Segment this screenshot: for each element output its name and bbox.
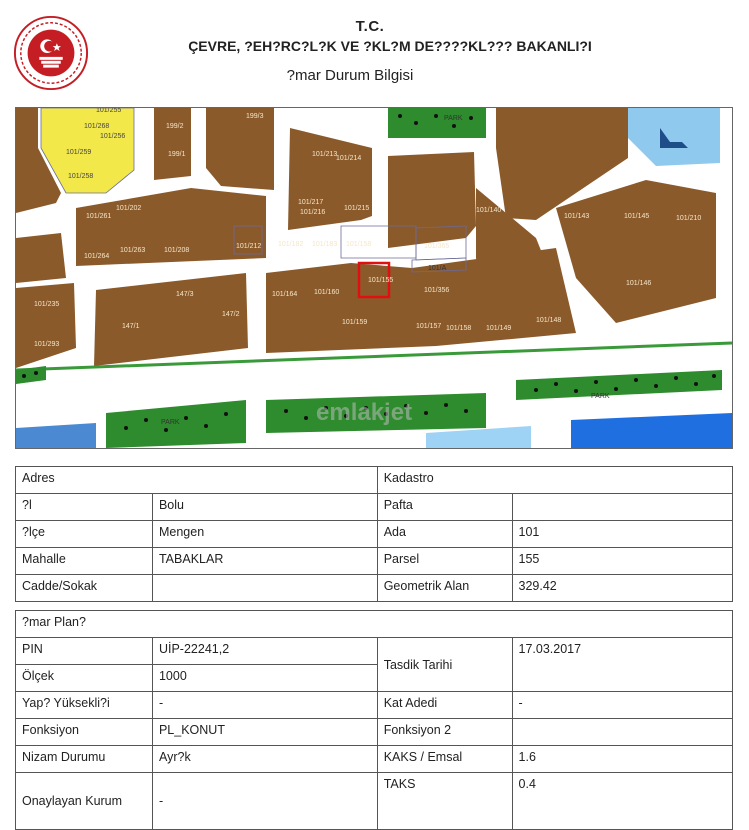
fonksiyon-label: Fonksiyon bbox=[16, 719, 153, 746]
il-label: ?l bbox=[16, 494, 153, 521]
kaks-label: KAKS / Emsal bbox=[377, 746, 512, 773]
map-label: 101/216 bbox=[300, 209, 326, 216]
map-label: 101/263 bbox=[120, 247, 146, 254]
table-row bbox=[16, 638, 733, 665]
parsel-label: Parsel bbox=[377, 548, 512, 575]
onaylayan-value: - bbox=[152, 773, 377, 830]
parcel bbox=[388, 152, 476, 248]
kat-label: Kat Adedi bbox=[377, 692, 512, 719]
map-label: 199/2 bbox=[166, 123, 184, 130]
map-label: 101/293 bbox=[34, 341, 60, 348]
cadde-label: Cadde/Sokak bbox=[16, 575, 153, 602]
table-row bbox=[16, 692, 733, 719]
map-label: 101/157 bbox=[416, 323, 442, 330]
title-line-2: ÇEVRE, ?EH?RC?L?K VE ?KL?M DE????KL??? BAKANLI?I bbox=[188, 38, 592, 54]
map-label: 101/158 bbox=[346, 241, 372, 248]
watermark: emlakjet bbox=[316, 399, 413, 426]
map-label: 101/159 bbox=[342, 319, 368, 326]
ilce-label: ?lçe bbox=[16, 521, 153, 548]
map-label: 101/268 bbox=[84, 123, 110, 130]
onaylayan-label: Onaylayan Kurum bbox=[16, 773, 153, 830]
table-row bbox=[16, 773, 733, 830]
map-label: 101/212 bbox=[236, 243, 262, 250]
nizam-value: Ayr?k bbox=[152, 746, 377, 773]
map-label: 101/235 bbox=[34, 301, 60, 308]
tasdik-value: 17.03.2017 bbox=[512, 638, 732, 692]
ada-label: Ada bbox=[377, 521, 512, 548]
table-row bbox=[16, 494, 733, 521]
map-label: 101/214 bbox=[336, 155, 362, 162]
map-label: 199/1 bbox=[168, 151, 186, 158]
parcel bbox=[206, 108, 274, 190]
ada-value: 101 bbox=[512, 521, 732, 548]
map-label: 101/215 bbox=[344, 205, 370, 212]
page-header bbox=[0, 0, 749, 100]
map-label: 101/365 bbox=[424, 243, 450, 250]
map-label: 101/146 bbox=[626, 280, 652, 287]
map-label: 101/213 bbox=[312, 151, 338, 158]
map-label: 101/140 bbox=[476, 207, 502, 214]
table-row bbox=[16, 575, 733, 602]
plan-header: ?mar Plan? bbox=[16, 611, 733, 638]
ministry-logo bbox=[12, 14, 90, 92]
map-label: 101/208 bbox=[164, 247, 190, 254]
map-label: 101/264 bbox=[84, 253, 110, 260]
taks-value: 0.4 bbox=[512, 773, 732, 830]
kat-value: - bbox=[512, 692, 732, 719]
kaks-value: 1.6 bbox=[512, 746, 732, 773]
map-label: PARK bbox=[161, 419, 180, 426]
map-label: PARK bbox=[444, 115, 463, 122]
parcel bbox=[154, 108, 191, 180]
plan-table bbox=[15, 610, 733, 830]
title-line-1: T.C. bbox=[355, 18, 385, 35]
map-label: 101/A bbox=[428, 265, 447, 272]
parcel bbox=[16, 233, 66, 283]
map-label: 199/3 bbox=[246, 113, 264, 120]
map-label: 147/2 bbox=[222, 311, 240, 318]
map-label: 101/155 bbox=[368, 277, 394, 284]
map-label: 101/183 bbox=[312, 241, 338, 248]
pafta-value bbox=[512, 494, 732, 521]
pin-value: UİP-22241,2 bbox=[152, 638, 377, 665]
map-label: 101/210 bbox=[676, 215, 702, 222]
ilce-value: Mengen bbox=[152, 521, 377, 548]
olcek-label: Ölçek bbox=[16, 665, 153, 692]
mahalle-value: TABAKLAR bbox=[152, 548, 377, 575]
pafta-label: Pafta bbox=[377, 494, 512, 521]
table-row bbox=[16, 548, 733, 575]
map-label: 147/3 bbox=[176, 291, 194, 298]
table-row bbox=[16, 719, 733, 746]
mahalle-label: Mahalle bbox=[16, 548, 153, 575]
map-label: 101/145 bbox=[624, 213, 650, 220]
map-label: 101/143 bbox=[564, 213, 590, 220]
map-label: 101/261 bbox=[86, 213, 112, 220]
tasdik-label: Tasdik Tarihi bbox=[377, 638, 512, 692]
map-label: 101/217 bbox=[298, 199, 324, 206]
map-label: 101/258 bbox=[68, 173, 94, 180]
yukseklik-label: Yap? Yüksekli?i bbox=[16, 692, 153, 719]
alan-label: Geometrik Alan bbox=[377, 575, 512, 602]
fonksiyon-value: PL_KONUT bbox=[152, 719, 377, 746]
map-label: 101/164 bbox=[272, 291, 298, 298]
address-table bbox=[15, 466, 733, 602]
map-label: 101/158 bbox=[446, 325, 472, 332]
map-label: 101/255 bbox=[96, 108, 122, 114]
map-label: 147/1 bbox=[122, 323, 140, 330]
il-value: Bolu bbox=[152, 494, 377, 521]
olcek-value: 1000 bbox=[152, 665, 377, 692]
parsel-value: 155 bbox=[512, 548, 732, 575]
map-label: 101/148 bbox=[536, 317, 562, 324]
map-label: 101/356 bbox=[424, 287, 450, 294]
map-label: 101/202 bbox=[116, 205, 142, 212]
nizam-label: Nizam Durumu bbox=[16, 746, 153, 773]
table-row bbox=[16, 521, 733, 548]
alan-value: 329.42 bbox=[512, 575, 732, 602]
map-label: 101/160 bbox=[314, 289, 340, 296]
fonksiyon2-value bbox=[512, 719, 732, 746]
map-label: PARK bbox=[591, 393, 610, 400]
yukseklik-value: - bbox=[152, 692, 377, 719]
map-label: 101/259 bbox=[66, 149, 92, 156]
kadastro-header: Kadastro bbox=[377, 467, 732, 494]
address-header: Adres bbox=[16, 467, 378, 494]
map-label: 101/149 bbox=[486, 325, 512, 332]
table-row bbox=[16, 746, 733, 773]
fonksiyon2-label: Fonksiyon 2 bbox=[377, 719, 512, 746]
map-label: 101/182 bbox=[278, 241, 304, 248]
zoning-map[interactable] bbox=[15, 107, 733, 449]
pin-label: PIN bbox=[16, 638, 153, 665]
taks-label: TAKS bbox=[377, 773, 512, 830]
cadde-value bbox=[152, 575, 377, 602]
map-label: 101/256 bbox=[100, 133, 126, 140]
page-subtitle: ?mar Durum Bilgisi bbox=[286, 67, 414, 84]
map-canvas bbox=[16, 108, 732, 448]
park-area bbox=[388, 108, 486, 138]
